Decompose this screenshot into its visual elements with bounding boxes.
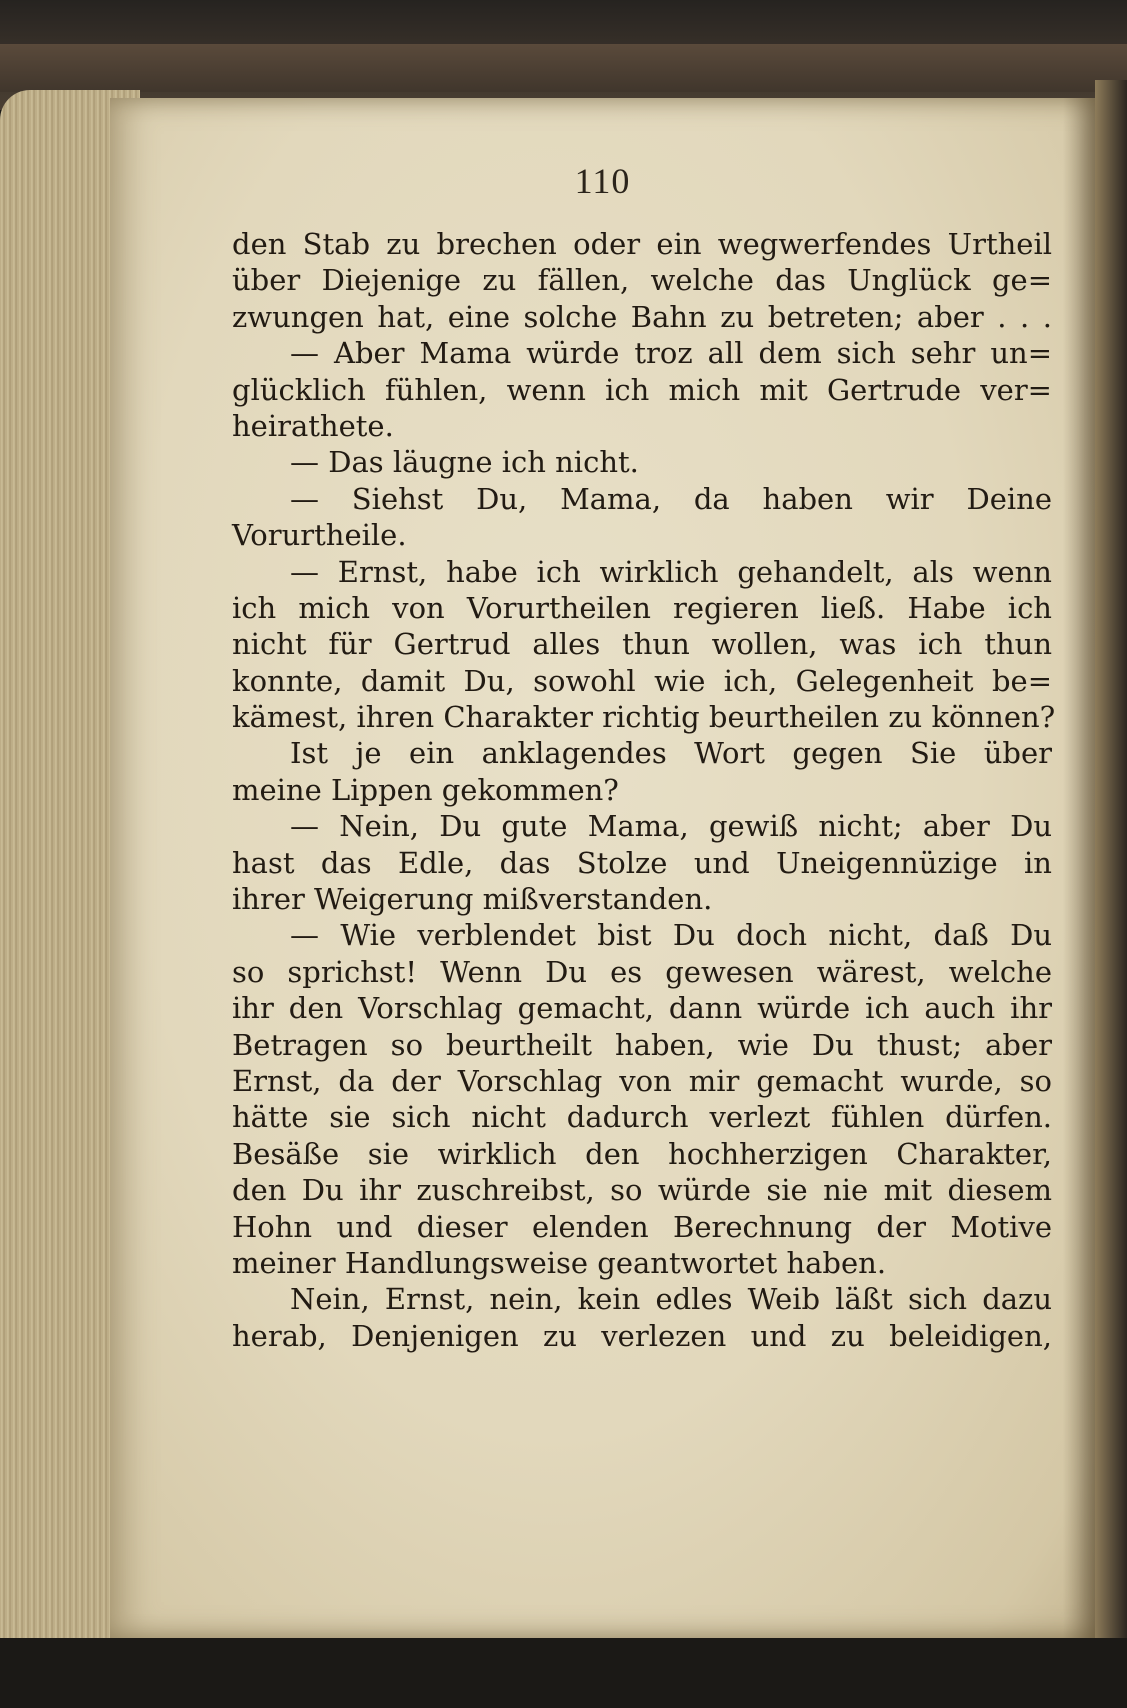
text-line: über Diejenige zu fällen, welche das Unglück ge=	[232, 263, 1052, 298]
book-page	[110, 98, 1095, 1638]
text-line: Betragen so beurtheilt haben, wie Du thust; aber	[232, 1027, 1052, 1062]
text-line: ich mich von Vorurtheilen regieren ließ. Habe ich	[232, 590, 1052, 625]
text-line: meiner Handlungsweise geantwortet haben.	[232, 1245, 887, 1280]
text-line: so sprichst! Wenn Du es gewesen wärest, welche	[232, 954, 1052, 989]
page-number: 110	[574, 161, 631, 201]
text-line: Hohn und dieser elenden Berechnung der Motive	[232, 1209, 1052, 1244]
text-line: — Siehst Du, Mama, da haben wir Deine	[290, 481, 1052, 516]
text-line: — Nein, Du gute Mama, gewiß nicht; aber Du	[290, 809, 1052, 844]
text-line: — Aber Mama würde troz all dem sich sehr un=	[290, 336, 1052, 371]
text-line: Vorurtheile.	[232, 518, 407, 553]
text-line: Ist je ein anklagendes Wort gegen Sie über	[290, 736, 1052, 771]
text-line: — Ernst, habe ich wirklich gehandelt, als wenn	[290, 554, 1052, 589]
text-line: nicht für Gertrud alles thun wollen, was ich thun	[232, 627, 1052, 662]
text-line: heirathete.	[232, 408, 394, 443]
binding-edge	[1095, 80, 1127, 1650]
text-line: Besäße sie wirklich den hochherzigen Charakter,	[232, 1136, 1052, 1171]
text-line: den Du ihr zuschreibst, so würde sie nie mit diesem	[232, 1173, 1052, 1208]
bottom-shadow	[0, 1638, 1127, 1708]
text-line: kämest, ihren Charakter richtig beurtheilen zu können?	[232, 700, 1056, 735]
text-line: ihrer Weigerung mißverstanden.	[232, 882, 713, 917]
text-line: herab, Denjenigen zu verlezen und zu beleidigen,	[232, 1318, 1052, 1353]
text-line: hast das Edle, das Stolze und Uneigennüzige in	[232, 845, 1052, 880]
text-line: konnte, damit Du, sowohl wie ich, Gelegenheit be=	[232, 663, 1052, 698]
text-line: ihr den Vorschlag gemacht, dann würde ich auch ihr	[232, 991, 1052, 1026]
text-line: den Stab zu brechen oder ein wegwerfendes Urtheil	[232, 227, 1052, 261]
text-line: meine Lippen gekommen?	[232, 772, 619, 807]
body-text	[232, 226, 1056, 1354]
text-line: — Wie verblendet bist Du doch nicht, daß Du	[290, 918, 1052, 953]
text-line: zwungen hat, eine solche Bahn zu betreten; aber . . .	[232, 299, 1052, 334]
text-line: Ernst, da der Vorschlag von mir gemacht wurde, so	[232, 1063, 1052, 1098]
text-line: — Das läugne ich nicht.	[290, 445, 639, 480]
page-gutter	[1063, 98, 1095, 1638]
book-cover-edge	[0, 44, 1127, 92]
text-line: Nein, Ernst, nein, kein edles Weib läßt sich dazu	[290, 1282, 1052, 1317]
text-line: hätte sie sich nicht dadurch verlezt fühlen dürfen.	[232, 1100, 1052, 1135]
text-line: glücklich fühlen, wenn ich mich mit Gertrude ver=	[232, 372, 1052, 407]
